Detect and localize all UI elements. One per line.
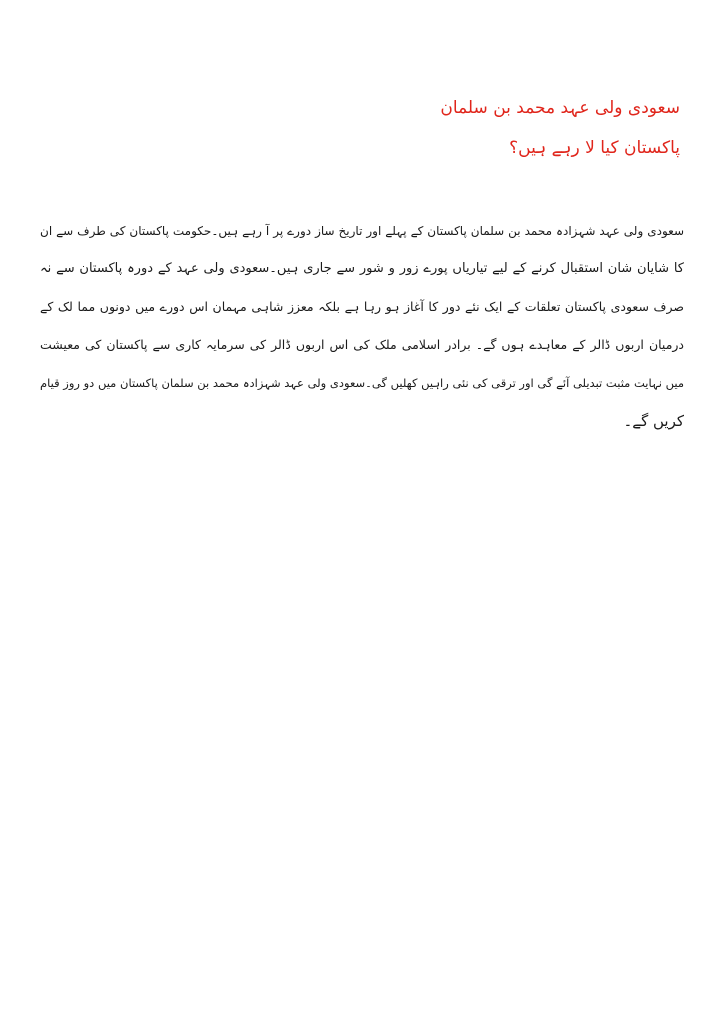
body-line-6: کریں گے۔ [623,412,684,430]
article-body [40,212,684,440]
body-line-1: سعودی ولی عہد شہزادہ محمد بن سلمان پاکستان کے پہلے اور تاریخ ساز دورے پر آ رہے ہیں۔حکومت پاکستان کی طرف سے ان [40,224,684,238]
body-line-4: درمیان اربوں ڈالر کے معاہدے ہوں گے۔ برادر اسلامی ملک کی اس اربوں ڈالر کی سرمایہ کاری سے پاکستان کی معیشت [40,337,684,352]
body-line-5: میں نہایت مثبت تبدیلی آئے گی اور ترقی کی نئی راہیں کھلیں گی۔سعودی ولی عہد شہزادہ محمد بن سلمان پاکستان میں دو روز قیام [40,376,684,390]
title-line-1: سعودی ولی عہد محمد بن سلمان [440,98,680,118]
title-line-2: پاکستان کیا لا رہے ہیں؟ [509,138,680,158]
article-title [280,88,680,168]
body-line-3: صرف سعودی پاکستان تعلقات کے ایک نئے دور کا آغاز ہو رہا ہے بلکہ معزز شاہی مہمان اس دورے میں دونوں مما لک کے [40,299,684,314]
body-line-2: کا شایان شان استقبال کرنے کے لیے تیاریاں پورے زور و شور سے جاری ہیں۔سعودی ولی عہد کے دورہ پاکستان سے نہ [40,261,684,276]
